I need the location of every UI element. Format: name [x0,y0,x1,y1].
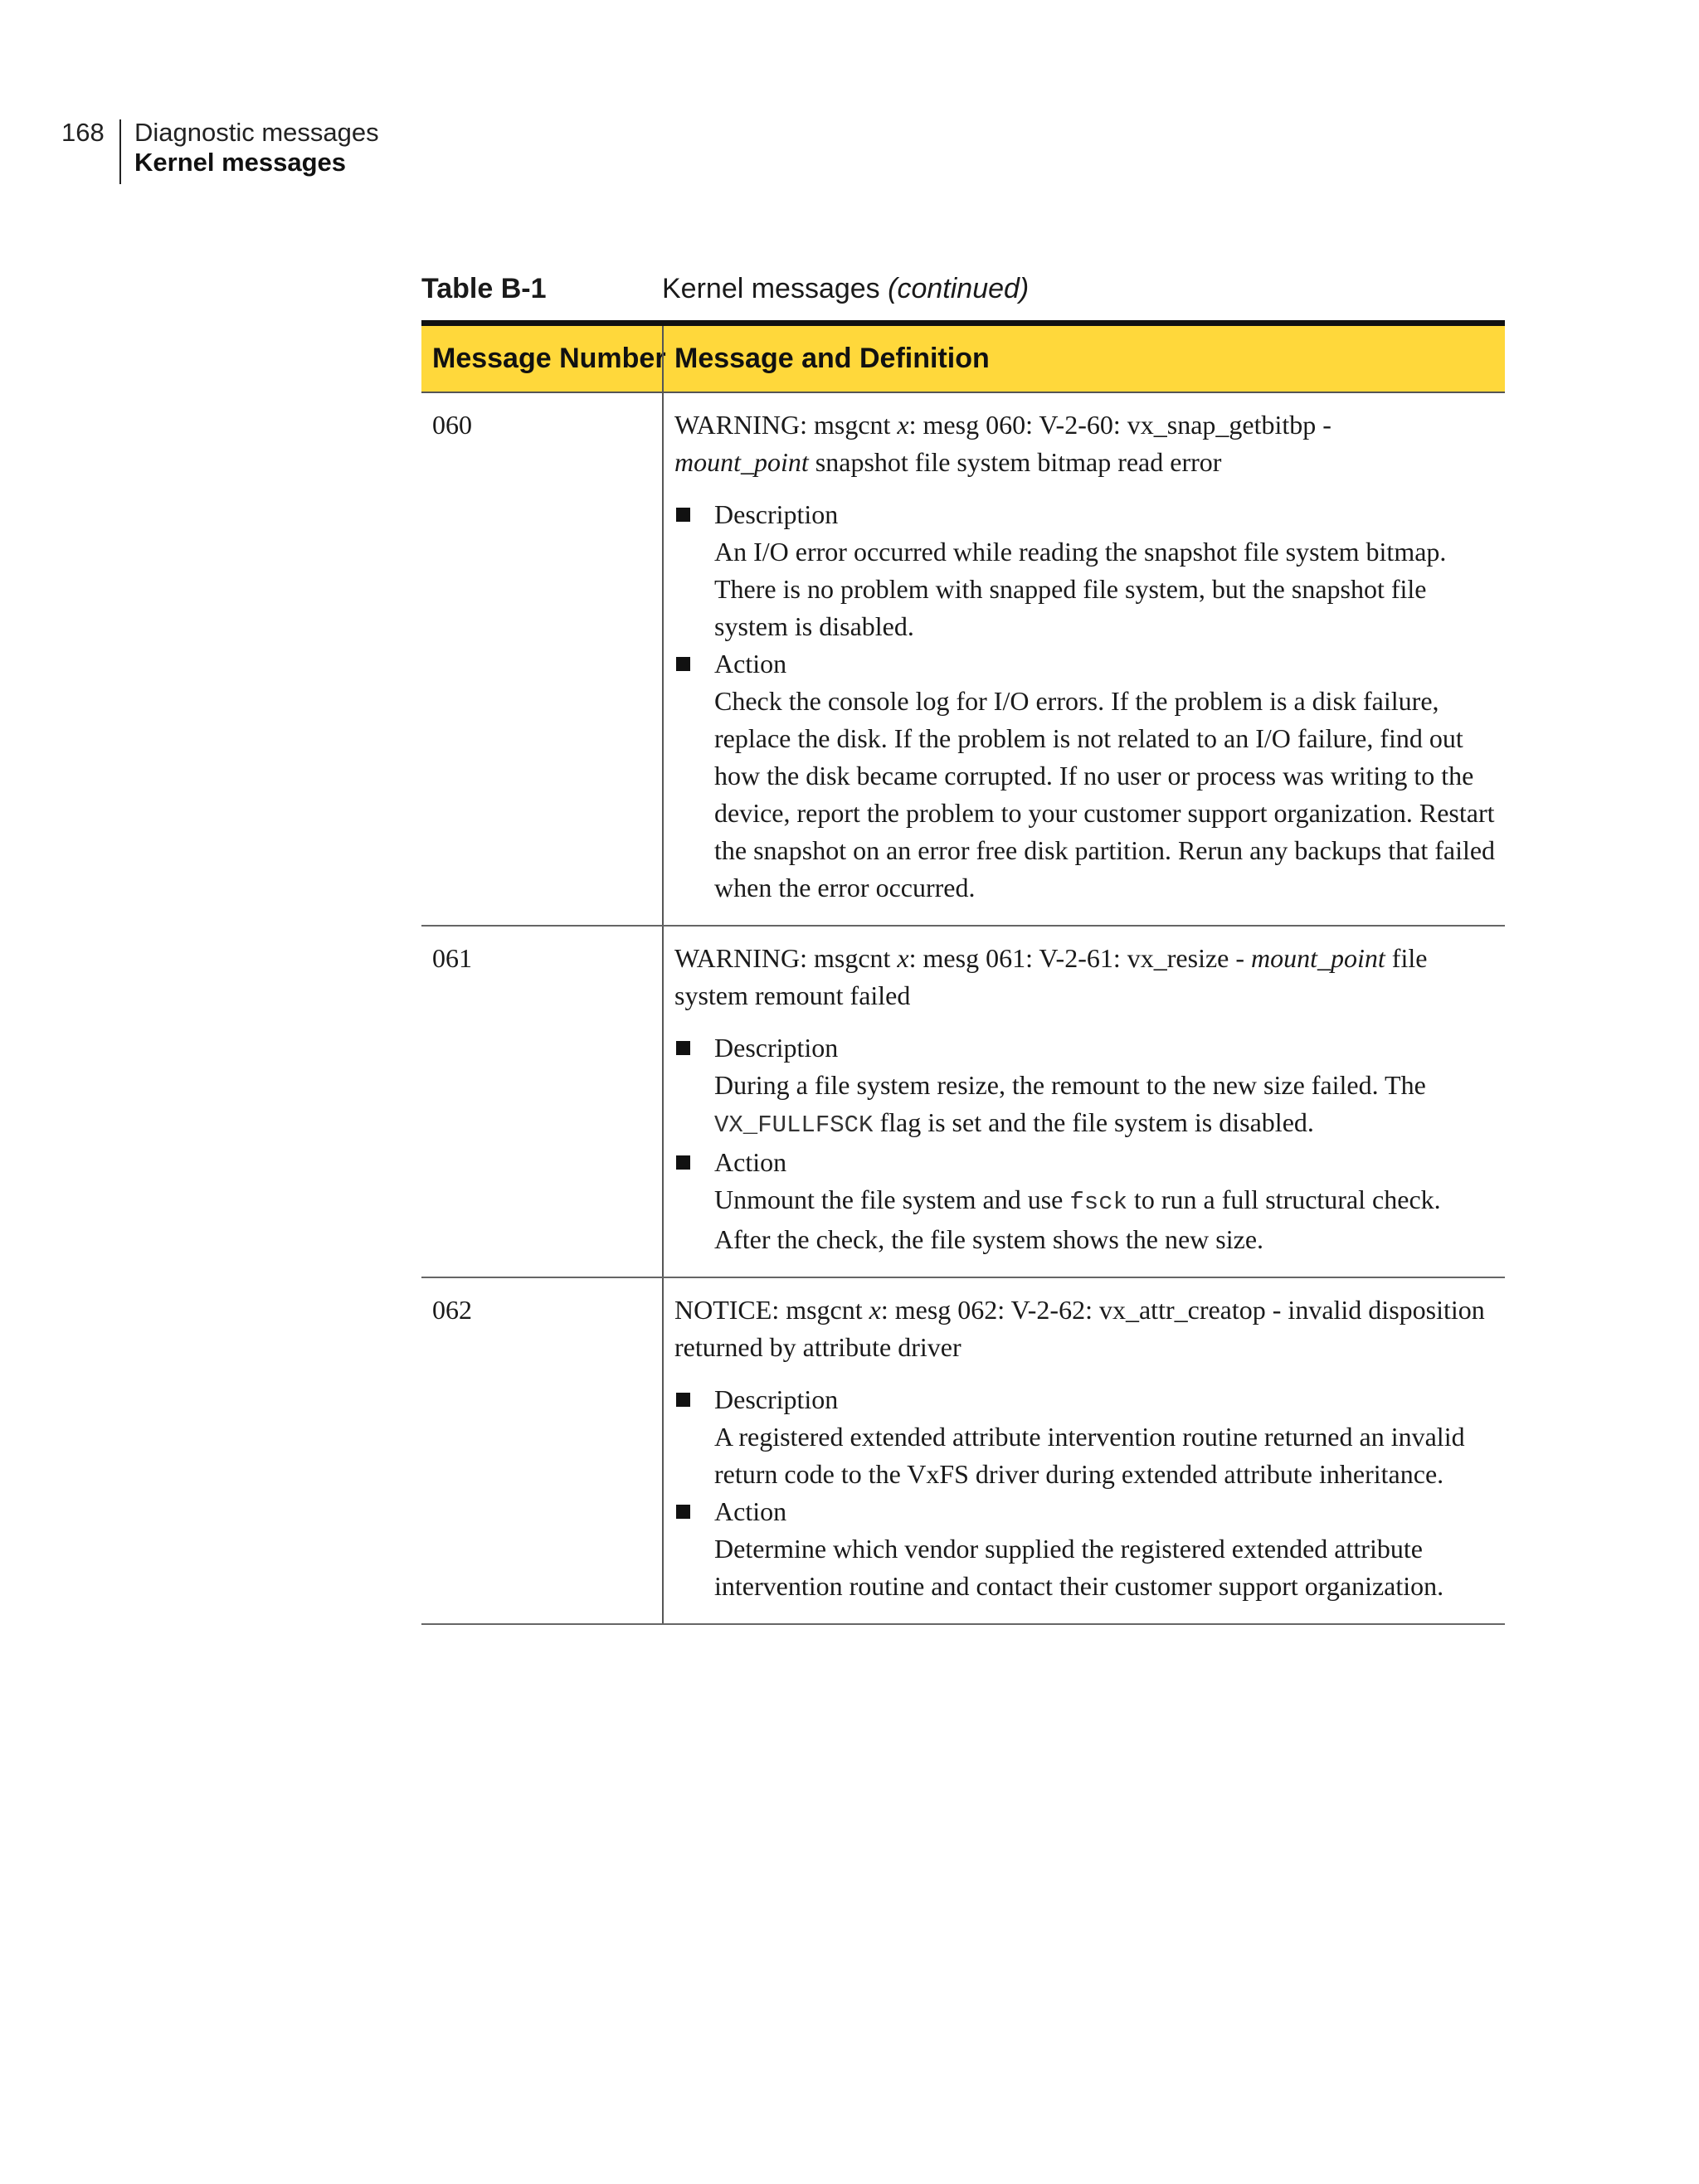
description-text [714,1067,1497,1144]
message-prefix: WARNING: msgcnt [674,410,898,440]
message-definition-cell [662,1278,1505,1623]
message-text [674,406,1497,481]
message-number: 062 [432,1295,472,1325]
message-suffix: snapshot file system bitmap read error [808,447,1222,477]
message-body: : mesg 061: V-2-61: vx_resize - [908,943,1252,973]
square-bullet-icon [676,1393,690,1407]
action-text [714,1181,1497,1258]
action-label: Action [714,1147,787,1177]
square-bullet-icon [676,1041,690,1055]
description-text: An I/O error occurred while reading the snapshot file system bitmap. There is no problem with snapped file system, but the snapshot file system is disabled. [714,537,1447,641]
message-mount-point: mount_point [674,447,809,477]
table-caption-title [662,270,1029,307]
message-body: : mesg 060: V-2-60: vx_snap_getbitbp - [908,410,1331,440]
column-header-message-definition: Message and Definition [662,326,1505,392]
header-divider [119,119,121,184]
square-bullet-icon [676,1505,690,1519]
chapter-title: Diagnostic messages [134,118,379,147]
table-caption-text: Kernel messages [662,273,880,304]
message-variable: x [897,943,909,973]
description-item [674,1029,1497,1144]
code-flag: VX_FULLFSCK [714,1111,874,1139]
message-number: 061 [432,943,472,973]
column-header-message-number: Message Number [432,343,666,374]
message-text [674,940,1497,1014]
square-bullet-icon [676,508,690,522]
description-label: Description [714,1033,839,1063]
message-definition-cell [662,393,1505,925]
description-item [674,496,1497,645]
square-bullet-icon [676,657,690,671]
message-prefix: NOTICE: msgcnt [674,1295,869,1325]
description-text-after: flag is set and the file system is disabled. [873,1107,1314,1137]
description-text: A registered extended attribute intervention routine returned an invalid return code to the VxFS driver during extended attribute inheritance. [714,1422,1465,1489]
kernel-messages-table [421,320,1505,1625]
description-label: Description [714,1384,839,1414]
message-prefix: WARNING: msgcnt [674,943,898,973]
table-caption-label: Table B-1 [421,273,547,304]
action-text: Check the console log for I/O errors. If the problem is a disk failure, replace the disk. If the problem is not related to an I/O failure, find out how the disk became corrupted. If no user or process was writing to the device, report the problem to your customer support organization. Restart the snapshot on an error free disk partition. Rerun any backups that failed when the error occurred. [714,686,1496,902]
message-definition-cell [662,927,1505,1277]
table-header-row [421,326,1505,393]
square-bullet-icon [676,1155,690,1170]
message-variable: x [897,410,909,440]
action-item [674,1493,1497,1605]
table-top-rule [421,320,1505,326]
action-item [674,1144,1497,1258]
table-row [421,1278,1505,1625]
description-label: Description [714,499,839,529]
table-row [421,927,1505,1278]
message-variable: x [869,1295,881,1325]
message-body: : mesg 062: V-2-62: vx_attr_creatop - invalid disposition returned by attribute driver [674,1295,1485,1362]
table-caption [421,270,1505,307]
description-item [674,1381,1497,1493]
section-title: Kernel messages [134,148,347,177]
action-label: Action [714,649,787,679]
table-caption-continued: (continued) [888,273,1030,304]
message-number: 060 [432,410,472,440]
code-command: fsck [1069,1189,1127,1216]
message-mount-point: mount_point [1251,943,1385,973]
action-label: Action [714,1496,787,1526]
action-item [674,645,1497,907]
table-row [421,393,1505,927]
action-text-after: to run a full structural check. After the check, the file system shows the new size. [714,1184,1441,1254]
page-number: 168 [61,118,105,147]
description-text-before: During a file system resize, the remount to the new size failed. The [714,1070,1426,1100]
action-text-before: Unmount the file system and use [714,1184,1070,1214]
action-text: Determine which vendor supplied the registered extended attribute intervention routine and contact their customer support organization. [714,1534,1444,1601]
message-text [674,1291,1497,1366]
message-suffix: file system remount failed [674,943,1428,1010]
